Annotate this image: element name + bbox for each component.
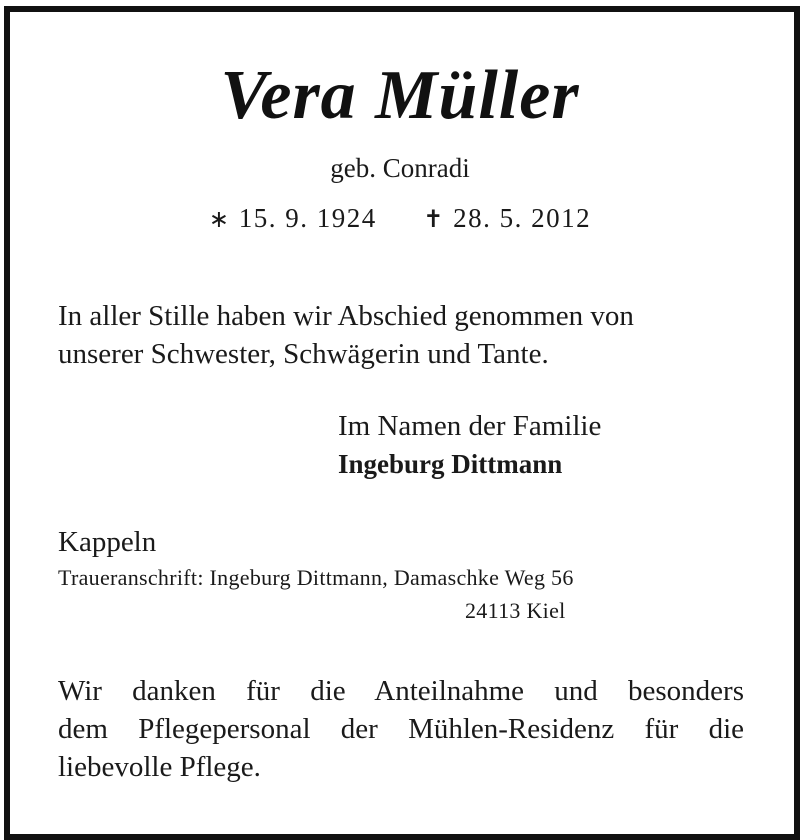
maiden-name: geb. Conradi: [330, 153, 470, 183]
life-dates: [0, 199, 800, 239]
signoff-text: Im Namen der Familie: [338, 410, 602, 442]
death-cross-icon: ✝: [423, 207, 445, 233]
thanks-message: [58, 672, 744, 786]
notice-line: unserer Schwester, Schwägerin und Tante.: [58, 338, 549, 370]
thanks-line: liebevolle Pflege.: [58, 751, 261, 783]
mourning-city: 24113 Kiel: [465, 598, 566, 623]
death-date: 28. 5. 2012: [453, 203, 592, 233]
place-name: Kappeln: [58, 526, 157, 558]
deceased-name: Vera Müller: [220, 57, 580, 134]
death-notice: [58, 297, 748, 373]
notice-line: In aller Stille haben wir Abschied genommen von: [58, 300, 634, 332]
thanks-line: Wir danken für die Anteilnahme und besonders: [58, 675, 744, 707]
thanks-line: dem Pflegepersonal der Mühlen-Residenz für die: [58, 713, 744, 745]
family-signoff: [338, 407, 601, 483]
mourning-address: Traueranschrift: Ingeburg Dittmann, Damaschke Weg 56: [58, 565, 574, 590]
birth-date: 15. 9. 1924: [238, 203, 377, 233]
signer-name: Ingeburg Dittmann: [338, 449, 563, 479]
birth-star-icon: ∗: [208, 207, 231, 233]
